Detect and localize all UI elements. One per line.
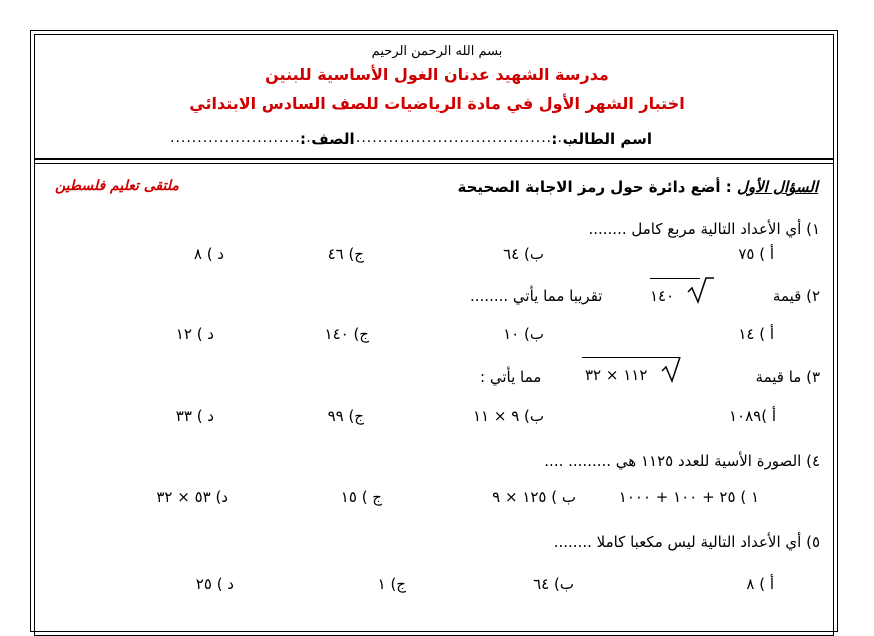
student-name-label: اسم الطالب :: [551, 130, 652, 148]
question-2-stem-a: ٢) قيمة: [772, 287, 820, 305]
class-label: الصف :: [300, 130, 355, 148]
header-divider: [34, 158, 834, 160]
question-5-stem: ٥) أي الأعداد التالية ليس مكعبا كاملا ........: [553, 533, 820, 551]
forum-watermark: ملتقى تعليم فلسطين: [55, 178, 179, 194]
basmala: بسم الله الرحمن الرحيم: [371, 44, 503, 59]
q2-option-a: أ ) ١٤: [738, 325, 774, 343]
q4-option-a: ١ ) ٢٥ + ١٠٠ + ١٠٠٠: [618, 488, 759, 506]
q3-radical-sign: [660, 355, 686, 385]
question-3-stem-b: مما يأتي :: [480, 368, 542, 386]
school-name: مدرسة الشهيد عدنان الغول الأساسية للبنين: [265, 65, 609, 84]
q1-option-b: ب) ٦٤: [503, 245, 544, 263]
q4-option-c: ج ) ١٥: [340, 488, 382, 506]
question-1-stem: ١) أي الأعداد التالية مربع كامل ........: [588, 220, 820, 238]
section-colon: :: [720, 178, 737, 196]
q2-radical-bar: [650, 278, 700, 279]
exam-title: اختبار الشهر الأول في مادة الرياضيات للصف السادس الابتدائي: [189, 94, 685, 113]
q5-option-c: ج) ١: [377, 575, 406, 593]
q1-option-d: د ) ٨: [193, 245, 224, 263]
q5-option-b: ب) ٦٤: [533, 575, 574, 593]
question-2-stem-b: تقريبا مما يأتي ........: [470, 287, 603, 305]
header-divider-thin: [34, 163, 834, 164]
q5-option-d: د ) ٢٥: [195, 575, 234, 593]
section-label: السؤال الأول: [736, 178, 818, 196]
question-3-stem-a: ٣) ما قيمة: [755, 368, 820, 386]
question-4-stem: ٤) الصورة الأسية للعدد ١١٢٥ هي ......... ....: [544, 452, 820, 470]
question-2-radicand: ١٤٠: [650, 287, 675, 305]
q2-option-c: ج) ١٤٠: [324, 325, 369, 343]
q4-option-b: ب ) ١٢٥ × ٩: [492, 488, 576, 506]
q3-radical-bar: [582, 357, 680, 358]
q2-option-d: د ) ١٢: [175, 325, 214, 343]
question-3-radicand: ١١٢ × ٣٢: [585, 366, 648, 384]
class-dots: ...........................: [170, 130, 318, 146]
q3-option-a: أ )١٠٨٩: [728, 407, 776, 425]
q3-option-c: ج) ٩٩: [327, 407, 364, 425]
section-instruction: أضع دائرة حول رمز الاجابة الصحيحة: [457, 178, 721, 196]
q4-option-d: د) ٥٣ × ٣٢: [156, 488, 228, 506]
q3-option-d: د ) ٣٣: [175, 407, 214, 425]
student-name-dots: ............................................: [345, 130, 585, 146]
q3-option-b: ب) ٩ × ١١: [472, 407, 544, 425]
q1-option-c: ج) ٤٦: [327, 245, 364, 263]
section-heading: [458, 178, 819, 196]
q2-radical-sign: [686, 276, 716, 306]
q2-option-b: ب) ١٠: [503, 325, 544, 343]
q1-option-a: أ ) ٧٥: [738, 245, 774, 263]
q5-option-a: أ ) ٨: [746, 575, 774, 593]
